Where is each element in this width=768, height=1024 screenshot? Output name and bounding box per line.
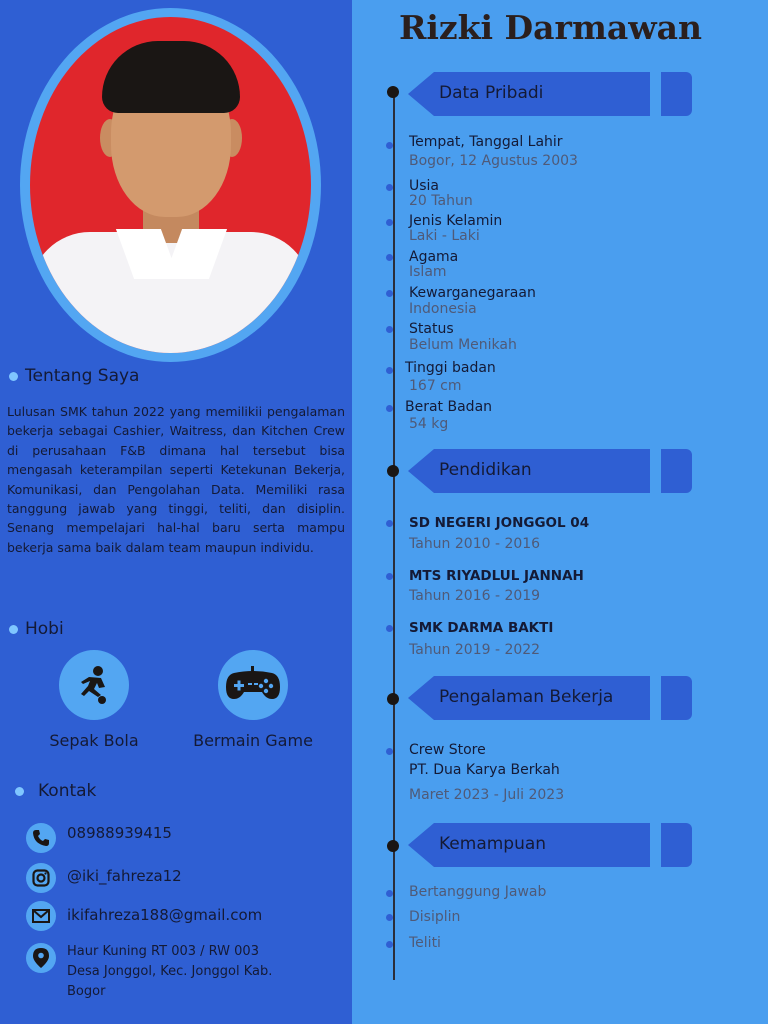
- field-label: Agama: [409, 249, 459, 265]
- timeline-node: [387, 465, 399, 477]
- timeline-node: [387, 693, 399, 705]
- contact-heading: [15, 781, 96, 801]
- hobby-heading: [9, 619, 64, 639]
- gamepad-icon: [218, 650, 288, 720]
- timeline-dot: [386, 367, 393, 374]
- job-company: PT. Dua Karya Berkah: [409, 762, 560, 778]
- photo-hair: [102, 41, 240, 113]
- skills-title: Kemampuan: [439, 834, 547, 854]
- field-label: Tinggi badan: [405, 360, 496, 376]
- address-line: Desa Jonggol, Kec. Jonggol Kab.: [67, 964, 273, 979]
- contact-address: [67, 942, 337, 1002]
- field-value: 54 kg: [409, 416, 449, 432]
- field-value: Indonesia: [409, 301, 477, 317]
- education-title: Pendidikan: [439, 460, 532, 480]
- skill-item: Disiplin: [409, 909, 461, 925]
- school-years: Tahun 2010 - 2016: [409, 536, 541, 552]
- school-name: SMK DARMA BAKTI: [409, 620, 554, 636]
- instagram-icon: [26, 863, 56, 893]
- hobby-label-soccer: Sepak Bola: [49, 731, 139, 750]
- bullet-icon: [9, 372, 18, 381]
- timeline-node: [387, 840, 399, 852]
- timeline-dot: [386, 254, 393, 261]
- banner-cap: [661, 823, 692, 867]
- timeline-dot: [386, 941, 393, 948]
- hobby-title: Hobi: [25, 619, 64, 639]
- timeline-dot: [386, 290, 393, 297]
- skill-item: Bertanggung Jawab: [409, 884, 547, 900]
- profile-photo: [30, 17, 311, 353]
- field-label: Tempat, Tanggal Lahir: [409, 134, 563, 150]
- contact-email[interactable]: ikifahreza188@gmail.com: [67, 906, 263, 924]
- timeline-dot: [386, 326, 393, 333]
- phone-icon: [26, 823, 56, 853]
- timeline-dot: [386, 142, 393, 149]
- school-name: SD NEGERI JONGGOL 04: [409, 515, 590, 531]
- experience-title: Pengalaman Bekerja: [439, 687, 614, 707]
- field-value: 20 Tahun: [409, 193, 473, 209]
- email-icon: [26, 901, 56, 931]
- full-name: Rizki Darmawan: [398, 8, 703, 47]
- timeline-dot: [386, 625, 393, 632]
- hobby-label-game: Bermain Game: [193, 731, 313, 750]
- job-period: Maret 2023 - Juli 2023: [409, 787, 565, 803]
- timeline-dot: [386, 573, 393, 580]
- school-years: Tahun 2016 - 2019: [409, 588, 541, 604]
- about-text: Lulusan SMK tahun 2022 yang memilikii pengalaman bekerja sebagai Cashier, Waitress, dan Kitchen Crew di perusahaan F&B dimana hal tersebut bisa mengasah keterampilan seperti Ketekunan Bekerja, Komunikasi, dan Pengolahan Data. Memiliki rasa tanggung jawab yang tinggi, teliti, dan disiplin. Senang mempelajari hal-hal baru serta mampu bekerja sama baik dalam team maupun individu.: [7, 404, 345, 555]
- timeline-dot: [386, 914, 393, 921]
- banner-cap: [661, 676, 692, 720]
- timeline-dot: [386, 520, 393, 527]
- location-pin-icon: [26, 943, 56, 973]
- contact-instagram[interactable]: @iki_fahreza12: [67, 867, 182, 885]
- timeline-dot: [386, 890, 393, 897]
- address-line: Bogor: [67, 984, 106, 999]
- field-value: Laki - Laki: [409, 228, 480, 244]
- contact-title: Kontak: [38, 781, 97, 801]
- school-name: MTS RIYADLUL JANNAH: [409, 568, 584, 584]
- contact-phone[interactable]: 08988939415: [67, 824, 172, 842]
- field-label: Berat Badan: [405, 399, 493, 415]
- bullet-icon: [15, 787, 24, 796]
- job-role: Crew Store: [409, 742, 486, 758]
- about-heading: [9, 366, 139, 386]
- banner-cap: [661, 449, 692, 493]
- school-years: Tahun 2019 - 2022: [409, 642, 541, 658]
- field-value: 167 cm: [409, 378, 462, 394]
- timeline-dot: [386, 219, 393, 226]
- address-line: Haur Kuning RT 003 / RW 003: [67, 944, 259, 959]
- timeline-dot: [386, 405, 393, 412]
- skill-item: Teliti: [409, 935, 441, 951]
- field-value: Belum Menikah: [409, 337, 517, 353]
- field-label: Jenis Kelamin: [409, 213, 503, 229]
- soccer-player-icon: [59, 650, 129, 720]
- field-value: Islam: [409, 264, 447, 280]
- field-label: Kewarganegaraan: [409, 285, 536, 301]
- field-label: Usia: [409, 178, 440, 194]
- banner-cap: [661, 72, 692, 116]
- field-value: Bogor, 12 Agustus 2003: [409, 153, 578, 169]
- timeline-dot: [386, 184, 393, 191]
- field-label: Status: [409, 321, 454, 337]
- left-column: [0, 0, 352, 1024]
- timeline-node: [387, 86, 399, 98]
- photo-shirt: [30, 232, 311, 353]
- bullet-icon: [9, 625, 18, 634]
- timeline-dot: [386, 748, 393, 755]
- about-title: Tentang Saya: [25, 366, 140, 386]
- personal-title: Data Pribadi: [439, 83, 544, 103]
